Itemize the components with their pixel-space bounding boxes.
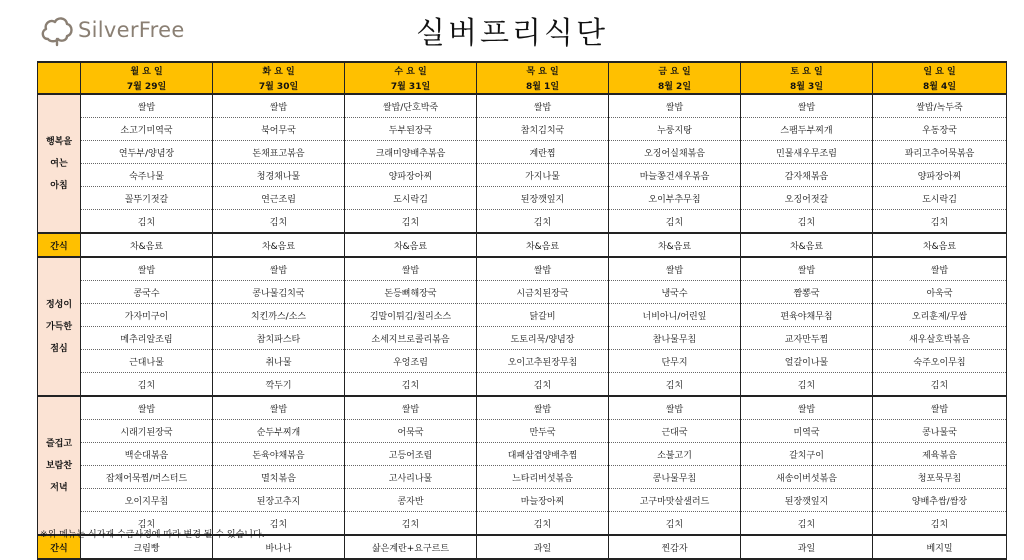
- lunch-label-line: 가득한: [45, 321, 73, 332]
- menu-row: [38, 420, 1007, 443]
- dinner-label-line: 보람찬: [45, 460, 73, 471]
- breakfast-label-line: 여는: [50, 158, 68, 169]
- menu-item: 김치: [609, 512, 741, 536]
- menu-item: 쌀밥: [345, 257, 477, 281]
- menu-row: [38, 466, 1007, 489]
- day-name: 수 요 일: [345, 62, 477, 78]
- menu-item: 단무지: [609, 350, 741, 373]
- menu-item: 가자미구이: [81, 304, 213, 327]
- menu-item: 고구마맛살샐러드: [609, 489, 741, 512]
- menu-row: [38, 350, 1007, 373]
- snack-item: 베지밀: [873, 535, 1007, 559]
- menu-item: 쌀밥: [213, 94, 345, 118]
- menu-row: [38, 327, 1007, 350]
- menu-item: 김치: [213, 210, 345, 234]
- menu-item: 연두부/양념장: [81, 141, 213, 164]
- day-date: 8월 2일: [609, 78, 741, 94]
- menu-item: 북어무국: [213, 118, 345, 141]
- lunch-label-line: 정성이: [45, 299, 73, 310]
- menu-item: 순두부찌개: [213, 420, 345, 443]
- menu-item: 치킨까스/소스: [213, 304, 345, 327]
- snack-item: 차&음료: [345, 233, 477, 257]
- menu-row: [38, 489, 1007, 512]
- snack-item: 바나나: [213, 535, 345, 559]
- snack-item: 과일: [477, 535, 609, 559]
- snack-item: 크림빵: [81, 535, 213, 559]
- menu-item: 크래미양배추볶음: [345, 141, 477, 164]
- menu-item: 콩국수: [81, 281, 213, 304]
- day-name: 금 요 일: [609, 62, 741, 78]
- day-name: 토 요 일: [741, 62, 873, 78]
- snack-row: [38, 233, 1007, 257]
- header-days-row: [38, 62, 1007, 78]
- menu-item: 소고기미역국: [81, 118, 213, 141]
- menu-item: 대패삼겹양배추찜: [477, 443, 609, 466]
- menu-item: 새송이버섯볶음: [741, 466, 873, 489]
- menu-item: 쌀밥: [213, 396, 345, 420]
- menu-row: [38, 210, 1007, 234]
- menu-item: 오징어젓갈: [741, 187, 873, 210]
- menu-item: 연근조림: [213, 187, 345, 210]
- menu-item: 백순대볶음: [81, 443, 213, 466]
- menu-item: 가지나물: [477, 164, 609, 187]
- day-name: 목 요 일: [477, 62, 609, 78]
- menu-item: 누룽지탕: [609, 118, 741, 141]
- menu-item: 소세지브로콜리볶음: [345, 327, 477, 350]
- menu-row: [38, 118, 1007, 141]
- snack-item: 차&음료: [873, 233, 1007, 257]
- header-corner: [38, 62, 81, 94]
- day-date: 8월 3일: [741, 78, 873, 94]
- menu-row: [38, 257, 1007, 281]
- menu-item: 쌀밥: [345, 396, 477, 420]
- menu-item: 시금치된장국: [477, 281, 609, 304]
- weekly-menu-table: [37, 61, 1007, 560]
- menu-item: 김치: [873, 512, 1007, 536]
- snack-item: 차&음료: [741, 233, 873, 257]
- menu-item: 참치파스타: [213, 327, 345, 350]
- menu-item: 오이부추무침: [609, 187, 741, 210]
- snack-item: 차&음료: [477, 233, 609, 257]
- menu-item: 쌀밥: [741, 396, 873, 420]
- menu-row: [38, 141, 1007, 164]
- menu-item: 오이지무침: [81, 489, 213, 512]
- snack-item: 과일: [741, 535, 873, 559]
- menu-item: 닭갈비: [477, 304, 609, 327]
- menu-row: [38, 373, 1007, 397]
- day-date: 7월 31일: [345, 78, 477, 94]
- footnote: ※위 메뉴는 식자재 수급사정에 따라 변경 될 수 있습니다.: [40, 530, 265, 540]
- menu-item: 꼴뚜기젓갈: [81, 187, 213, 210]
- menu-item: 김치: [477, 210, 609, 234]
- menu-item: 돈육야채볶음: [213, 443, 345, 466]
- menu-row: [38, 164, 1007, 187]
- menu-item: 취나물: [213, 350, 345, 373]
- menu-item: 쌀밥: [81, 396, 213, 420]
- day-name: 일 요 일: [873, 62, 1007, 78]
- menu-item: 양파장아찌: [345, 164, 477, 187]
- menu-item: 쌀밥: [609, 396, 741, 420]
- menu-row: [38, 94, 1007, 118]
- day-name: 월 요 일: [81, 62, 213, 78]
- menu-item: 양파장아찌: [873, 164, 1007, 187]
- menu-item: 고등어조림: [345, 443, 477, 466]
- menu-item: 교자만두찜: [741, 327, 873, 350]
- menu-item: 메추리알조림: [81, 327, 213, 350]
- menu-item: 멸치볶음: [213, 466, 345, 489]
- menu-item: 쌀밥: [81, 94, 213, 118]
- lunch-label: [38, 257, 81, 396]
- menu-item: 김치: [81, 210, 213, 234]
- menu-item: 오징어실채볶음: [609, 141, 741, 164]
- menu-item: 스팸두부찌개: [741, 118, 873, 141]
- menu-item: 깍두기: [213, 373, 345, 397]
- menu-item: 시래기된장국: [81, 420, 213, 443]
- menu-item: 편육야채무침: [741, 304, 873, 327]
- day-date: 8월 1일: [477, 78, 609, 94]
- menu-item: 김치: [609, 210, 741, 234]
- menu-item: 도시락김: [345, 187, 477, 210]
- menu-row: [38, 281, 1007, 304]
- menu-item: 쌀밥/단호박죽: [345, 94, 477, 118]
- menu-item: 쌀밥/녹두죽: [873, 94, 1007, 118]
- menu-item: 쌀밥: [873, 257, 1007, 281]
- menu-item: 양배추쌈/쌈장: [873, 489, 1007, 512]
- menu-item: 김치: [741, 373, 873, 397]
- menu-item: 김치: [477, 512, 609, 536]
- menu-item: 우동장국: [873, 118, 1007, 141]
- menu-item: 김치: [741, 512, 873, 536]
- menu-item: 갈치구이: [741, 443, 873, 466]
- menu-item: 콩나물김치국: [213, 281, 345, 304]
- menu-item: 근대국: [609, 420, 741, 443]
- menu-row: [38, 396, 1007, 420]
- brand-name: SilverFree: [78, 18, 185, 42]
- menu-item: 쌀밥: [213, 257, 345, 281]
- menu-item: 된장깻잎지: [477, 187, 609, 210]
- menu-item: 감자채볶음: [741, 164, 873, 187]
- menu-item: 만두국: [477, 420, 609, 443]
- menu-item: 어묵국: [345, 420, 477, 443]
- menu-item: 마늘장아찌: [477, 489, 609, 512]
- menu-item: 쌀밥: [609, 94, 741, 118]
- breakfast-label-line: 아침: [50, 180, 68, 191]
- menu-item: 민물새우무조림: [741, 141, 873, 164]
- menu-item: 꽈리고추어묵볶음: [873, 141, 1007, 164]
- menu-item: 청경채나물: [213, 164, 345, 187]
- menu-item: 김말이튀김/칠리소스: [345, 304, 477, 327]
- menu-item: 김치: [873, 210, 1007, 234]
- menu-item: 김치: [345, 512, 477, 536]
- day-date: 7월 30일: [213, 78, 345, 94]
- menu-item: 참치김치국: [477, 118, 609, 141]
- menu-item: 돈채표고볶음: [213, 141, 345, 164]
- menu-item: 쌀밥: [477, 396, 609, 420]
- menu-item: 쌀밥: [741, 94, 873, 118]
- dinner-label-line: 저녁: [50, 482, 68, 493]
- snack-item: 찐감자: [609, 535, 741, 559]
- dinner-label: [38, 396, 81, 535]
- menu-item: 된장깻잎지: [741, 489, 873, 512]
- menu-item: 오이고추된장무침: [477, 350, 609, 373]
- menu-item: 쌀밥: [81, 257, 213, 281]
- menu-item: 제육볶음: [873, 443, 1007, 466]
- snack-item: 차&음료: [81, 233, 213, 257]
- menu-item: 짬뽕국: [741, 281, 873, 304]
- menu-item: 고사리나물: [345, 466, 477, 489]
- menu-item: 계란찜: [477, 141, 609, 164]
- menu-item: 된장고추지: [213, 489, 345, 512]
- menu-item: 마늘쫑건새우볶음: [609, 164, 741, 187]
- menu-item: 새우살호박볶음: [873, 327, 1007, 350]
- menu-item: 오리훈제/무쌈: [873, 304, 1007, 327]
- menu-item: 도시락김: [873, 187, 1007, 210]
- menu-item: 근대나물: [81, 350, 213, 373]
- menu-row: [38, 187, 1007, 210]
- menu-item: 도토리묵/양념장: [477, 327, 609, 350]
- menu-item: 쌀밥: [477, 257, 609, 281]
- menu-item: 쌀밥: [741, 257, 873, 281]
- snack1-label: 간식: [38, 233, 81, 257]
- menu-item: 참나물무침: [609, 327, 741, 350]
- menu-item: 콩나물무침: [609, 466, 741, 489]
- snack-item: 차&음료: [609, 233, 741, 257]
- menu-item: 쌀밥: [609, 257, 741, 281]
- menu-item: 잡채어묵찜/머스터드: [81, 466, 213, 489]
- snack-item: 차&음료: [213, 233, 345, 257]
- menu-item: 돈등뼈해장국: [345, 281, 477, 304]
- menu-item: 너비아니/어린잎: [609, 304, 741, 327]
- menu-item: 얼갈이나물: [741, 350, 873, 373]
- menu-item: 냉국수: [609, 281, 741, 304]
- page-title: 실버프리식단: [416, 16, 608, 51]
- menu-item: 콩자반: [345, 489, 477, 512]
- lunch-label-line: 점심: [50, 343, 68, 354]
- menu-item: 김치: [873, 373, 1007, 397]
- day-name: 화 요 일: [213, 62, 345, 78]
- menu-item: 콩나물국: [873, 420, 1007, 443]
- menu-item: 김치: [609, 373, 741, 397]
- menu-item: 김치: [81, 512, 213, 536]
- header-dates-row: [38, 78, 1007, 94]
- menu-item: 김치: [345, 373, 477, 397]
- menu-item: 소불고기: [609, 443, 741, 466]
- menu-item: 청포묵무침: [873, 466, 1007, 489]
- menu-item: 쌀밥: [873, 396, 1007, 420]
- menu-row: [38, 304, 1007, 327]
- menu-item: 아욱국: [873, 281, 1007, 304]
- menu-item: 숙주나물: [81, 164, 213, 187]
- menu-item: 쌀밥: [477, 94, 609, 118]
- breakfast-label-line: 행복을: [45, 136, 73, 147]
- menu-item: 김치: [477, 373, 609, 397]
- day-date: 8월 4일: [873, 78, 1007, 94]
- menu-row: [38, 443, 1007, 466]
- menu-item: 김치: [345, 210, 477, 234]
- menu-item: 느타리버섯볶음: [477, 466, 609, 489]
- dinner-label-line: 즐겁고: [45, 438, 73, 449]
- day-date: 7월 29일: [81, 78, 213, 94]
- snack-item: 삶은계란+요구르트: [345, 535, 477, 559]
- menu-item: 김치: [213, 512, 345, 536]
- breakfast-label: [38, 94, 81, 233]
- snack2-label: 간식: [38, 535, 81, 559]
- menu-item: 숙주오이무침: [873, 350, 1007, 373]
- menu-item: 두부된장국: [345, 118, 477, 141]
- menu-item: 미역국: [741, 420, 873, 443]
- menu-item: 김치: [741, 210, 873, 234]
- menu-item: 김치: [81, 373, 213, 397]
- menu-item: 우엉조림: [345, 350, 477, 373]
